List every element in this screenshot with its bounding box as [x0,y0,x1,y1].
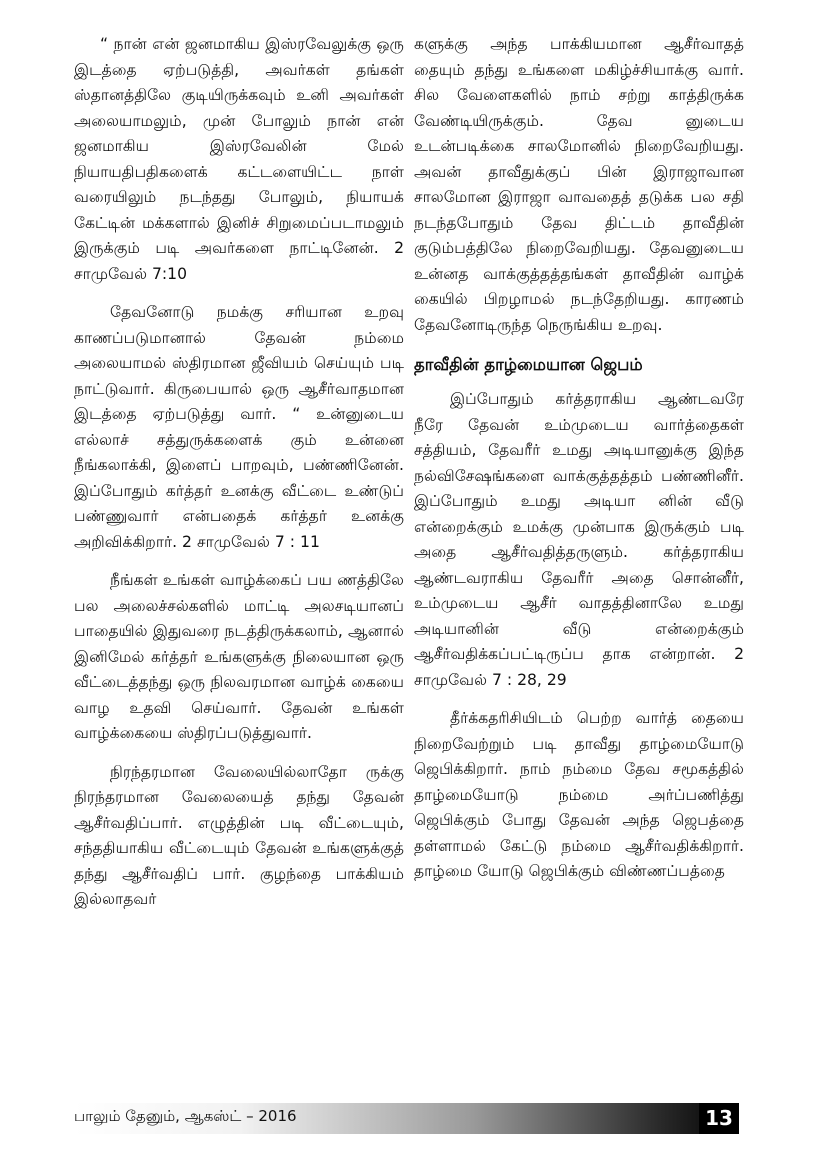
section-heading: தாவீதின் தாழ்மையான ஜெபம் [414,355,643,374]
left-column [74,32,404,926]
paragraph: தேவனோடு நமக்கு சரியான உறவு காணப்படுமானால் தேவன் நம்மை அலையாமல் ஸ்திரமான ஜீவியம் செய்யும் படி நாட்டுவார். கிருபையால் ஒரு ஆசீர்வாதமான இடத்தை ஏற்படுத்து வார். “ உன்னுடைய எல்லாச் சத்துருக்களைக் கும் உன்னை நீங்கலாக்கி, இளைப் பாறவும், பண்ணினேன். இப்போதும் கர்த்தர் உனக்கு வீட்டை உண்டுப் பண்ணுவார் என்பதைக் கர்த்தர் உனக்கு அறிவிக்கிறார். 2 சாமுவேல் 7 : 11 [74,303,404,551]
paragraph: இப்போதும் கர்த்தராகிய ஆண்டவரே நீரே தேவன் உம்முடைய வார்த்தைகள் சத்தியம், தேவரீர் உமது அடியானுக்கு இந்த நல்விசேஷங்களை வாக்குத்தத்தம் பண்ணினீர். இப்போதும் உமது அடியா னின் வீடு என்றைக்கும் உமக்கு முன்பாக இருக்கும் படி அதை ஆசீர்வதித்தருளும். கர்த்தராகிய ஆண்டவராகிய தேவரீர் அதை சொன்னீர், உம்முடைய ஆசீர் வாதத்தினாலே உமது அடியானின் வீடு என்றைக்கும் ஆசீர்வதிக்கப்பட்டிருப்ப தாக என்றான். 2 சாமுவேல் 7 : 28, 29 [414,390,744,689]
page-number: 13 [699,1103,739,1134]
publication-title: பாலும் தேனும், ஆகஸ்ட் – 2016 [74,1107,297,1125]
paragraph: தீர்க்கதரிசியிடம் பெற்ற வார்த் தையை நிறைவேற்றும் படி தாவீது தாழ்மையோடு ஜெபிக்கிறார். நாம் நம்மை தேவ சமூகத்தில் தாழ்மையோடு நம்மை அர்ப்பணித்து ஜெபிக்கும் போது தேவன் அந்த ஜெபத்தை தள்ளாமல் கேட்டு நம்மை ஆசீர்வதிக்கிறார். தாழ்மை யோடு ஜெபிக்கும் விண்ணப்பத்தை [414,709,744,880]
paragraph: களுக்கு அந்த பாக்கியமான ஆசீர்வாதத் தையும் தந்து உங்களை மகிழ்ச்சியாக்கு வார். சில வேளைகளில் நாம் சற்று காத்திருக்க வேண்டியிருக்கும். தேவ னுடைய உடன்படிக்கை சாலமோனில் நிறைவேறியது. அவன் தாவீதுக்குப் பின் இராஜாவான சாலமோன இராஜா வாவதைத் தடுக்க பல சதி நடந்தபோதும் தேவ திட்டம் தாவீதின் குடும்பத்திலே நிறைவேறியது. தேவனுடைய உன்னத வாக்குத்தத்தங்கள் தாவீதின் வாழ்க் கையில் பிறழாமல் நடந்தேறியது. காரணம் தேவனோடிருந்த நெருங்கிய உறவு. [414,35,744,334]
paragraph: “ நான் என் ஜனமாகிய இஸ்ரவேலுக்கு ஒரு இடத்தை ஏற்படுத்தி, அவர்கள் தங்கள் ஸ்தானத்திலே குடியிருக்கவும் உனி அவர்கள் அலையாமலும், முன் போலும் நான் என் ஜனமாகிய இஸ்ரவேலின் மேல் நியாயதிபதிகளைக் கட்டளையிட்ட நாள் வரையிலும் நடந்தது போலும், நியாயக் கேட்டின் மக்களால் இனிச் சிறுமைப்படாமலும் இருக்கும் படி அவர்களை நாட்டினேன். 2 சாமுவேல் 7:10 [74,35,404,283]
paragraph: நிரந்தரமான வேலையில்லாதோ ருக்கு நிரந்தரமான வேலையைத் தந்து தேவன் ஆசீர்வதிப்பார். எழுத்தின் படி வீட்டையும், சந்ததியாகிய வீட்டையும் தேவன் உங்களுக்குத் தந்து ஆசீர்வதிப் பார். குழந்தை பாக்கியம் இல்லாதவர் [74,762,404,908]
right-column [414,32,744,898]
page-footer [74,1103,739,1134]
paragraph: நீங்கள் உங்கள் வாழ்க்கைப் பய ணத்திலே பல அலைச்சல்களில் மாட்டி அலசடியானப் பாதையில் இதுவரை நடத்திருக்கலாம், ஆனால் இனிமேல் கர்த்தர் உங்களுக்கு நிலையான ஒரு வீட்டைத்தந்து ஒரு நிலவரமான வாழ்க் கையை வாழ உதவி செய்வார். தேவன் உங்கள் வாழ்க்கையை ஸ்திரப்படுத்துவார். [74,571,404,742]
